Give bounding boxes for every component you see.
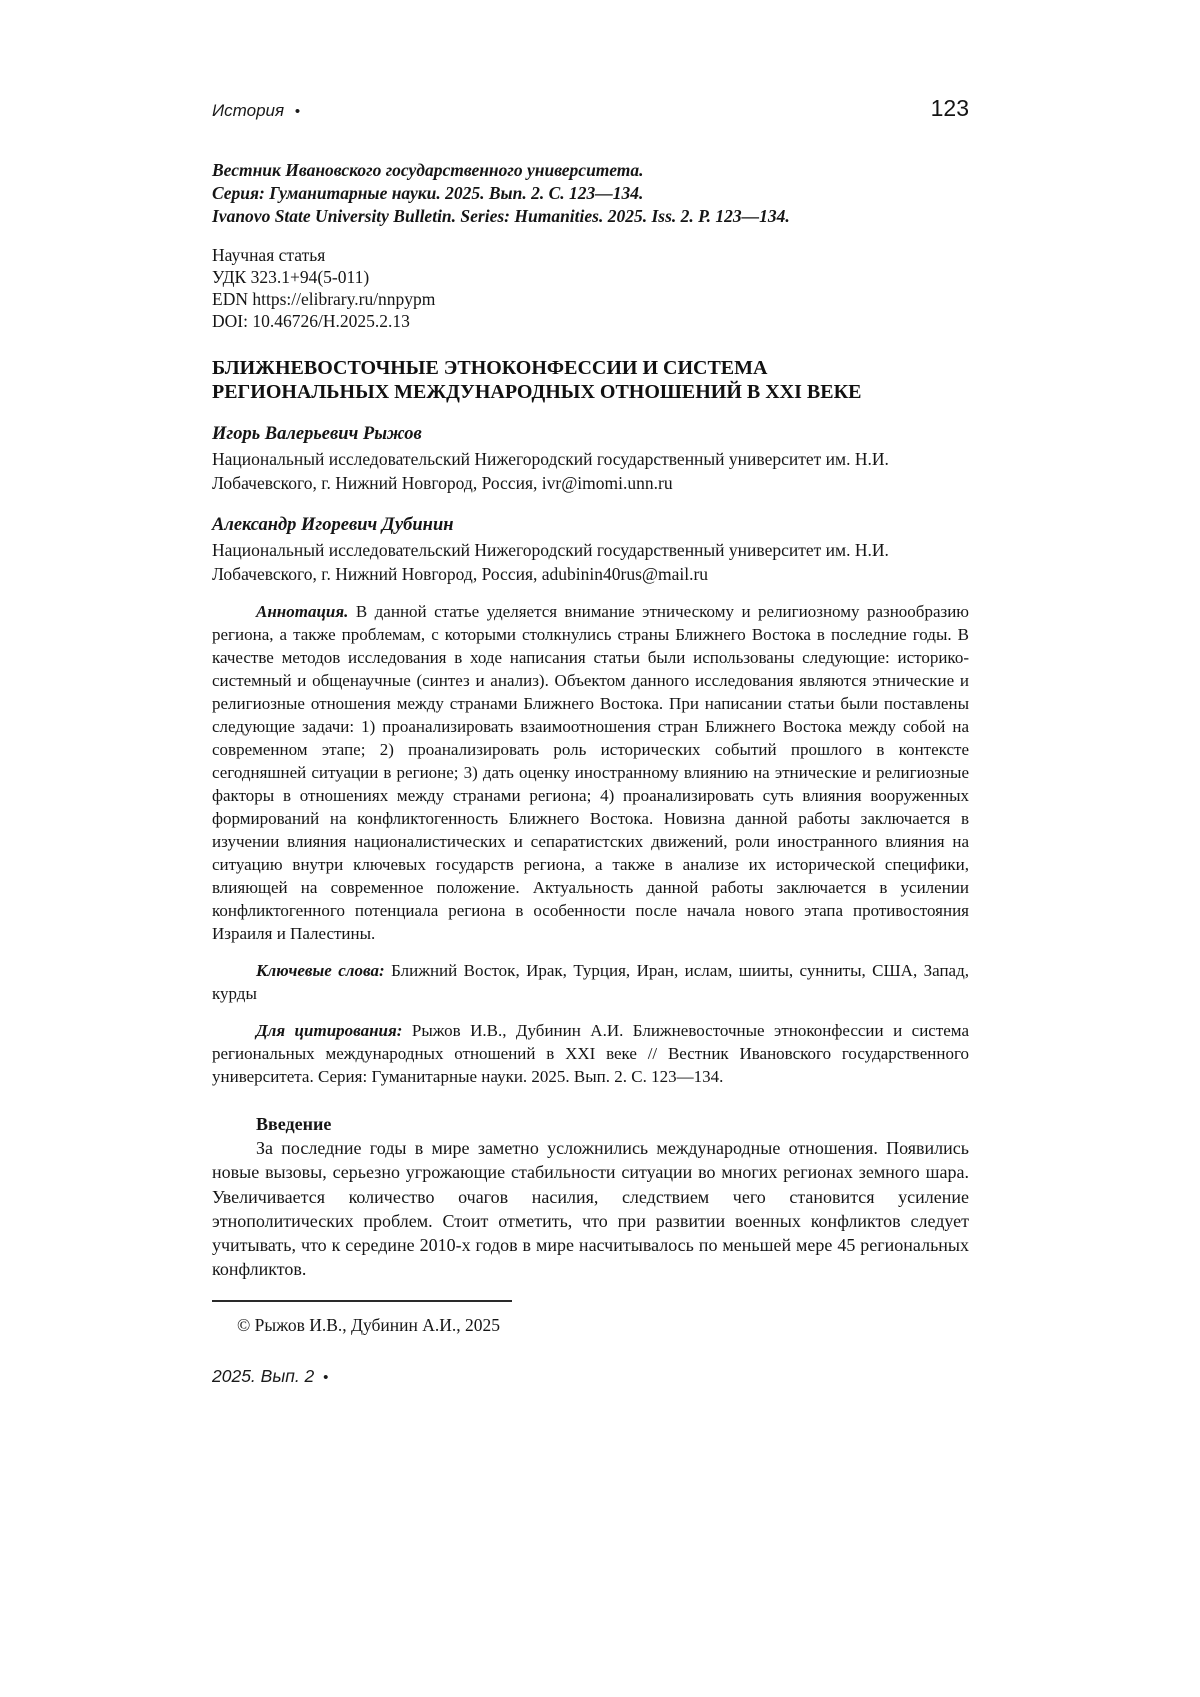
article-type: Научная статья: [212, 245, 326, 265]
edn-link: EDN https://elibrary.ru/nnpypm: [212, 289, 436, 309]
doi-code: DOI: 10.46726/H.2025.2.13: [212, 311, 410, 331]
author-affiliation: Национальный исследовательский Нижегородский государственный университет им. Н.И. Лобачевского, г. Нижний Новгород, Россия, adubinin40rus@mail.ru: [212, 540, 889, 584]
section-label-text: История: [212, 101, 285, 120]
citation: [212, 1019, 969, 1088]
author-block-1: [212, 421, 969, 495]
page-number: 123: [930, 95, 969, 121]
article-title-line-1: БЛИЖНЕВОСТОЧНЫЕ ЭТНОКОНФЕССИИ И СИСТЕМА: [212, 357, 768, 379]
article-meta-block: [212, 244, 969, 332]
introduction-heading: Введение: [256, 1114, 332, 1134]
bullet-icon: •: [323, 1368, 329, 1386]
author-name: Александр Игоревич Дубинин: [212, 515, 454, 535]
article-title-line-2: РЕГИОНАЛЬНЫХ МЕЖДУНАРОДНЫХ ОТНОШЕНИЙ В XXI ВЕКЕ: [212, 381, 862, 403]
author-block-2: [212, 512, 969, 586]
introduction-paragraph: За последние годы в мире заметно усложнились международные отношения. Появились новые вызовы, серьезно угрожающие стабильности ситуации во многих регионах земного шара. Увеличивается количество очагов насилия, следствием чего становится усиление этнополитических проблем. Стоит отметить, что при развитии военных конфликтов следует учитывать, что к середине 2010-х годов в мире насчитывалось по меньшей мере 45 региональных конфликтов.: [212, 1138, 969, 1280]
page-content: [212, 0, 969, 1387]
abstract-text: В данной статье уделяется внимание этническому и религиозному разнообразию региона, а также проблемам, с которыми столкнулись страны Ближнего Востока в последние годы. В качестве методов исследования в ходе написания статьи были использованы следующие: историко-системный и общенаучные (синтез и анализ). Объектом данного исследования являются этнические и религиозные отношения между странами Ближнего Востока. При написании статьи были поставлены следующие задачи: 1) проанализировать взаимоотношения стран Ближнего Востока между собой на современном этапе; 2) проанализировать роль исторических событий прошлого в контексте сегодняшней ситуации в регионе; 3) дать оценку иностранному влиянию на этнические и религиозные факторы в отношениях между странами региона; 4) проанализировать суть влияния вооруженных формирований на конфликтогенность Ближнего Востока. Новизна данной работы заключается в изучении влияния националистических и сепаратистских движений, роли иностранного влияния на ситуацию внутри ключевых государств региона, а также в анализе их исторической специфики, влияющей на современное положение. Актуальность данной работы заключается в усилении конфликтогенного потенциала региона в особенности после начала нового этапа противостояния Израиля и Палестины.: [212, 602, 970, 943]
article-title: [212, 356, 969, 404]
section-label: [212, 101, 300, 121]
journal-reference: [212, 159, 969, 228]
udc-code: УДК 323.1+94(5-011): [212, 267, 370, 287]
bullet-icon: •: [294, 103, 301, 120]
journal-ref-line-ru-1: Вестник Ивановского государственного университета.: [212, 160, 644, 180]
footer-issue-text: 2025. Вып. 2: [212, 1365, 315, 1386]
author-affiliation: Национальный исследовательский Нижегородский государственный университет им. Н.И. Лобачевского, г. Нижний Новгород, Россия, ivr@imomi.unn.ru: [212, 449, 889, 493]
journal-ref-line-en: Ivanovo State University Bulletin. Series: Humanities. 2025. Iss. 2. P. 123—134.: [212, 206, 790, 226]
author-name: Игорь Валерьевич Рыжов: [212, 424, 422, 444]
keywords: [212, 959, 969, 1005]
citation-label: Для цитирования:: [256, 1021, 403, 1040]
abstract: [212, 600, 969, 945]
journal-ref-line-ru-2: Серия: Гуманитарные науки. 2025. Вып. 2. С. 123—134.: [212, 183, 644, 203]
citation-text: Рыжов И.В., Дубинин А.И. Ближневосточные этноконфессии и система региональных международных отношений в XXI веке // Вестник Ивановского государственного университета. Серия: Гуманитарные науки. 2025. Вып. 2. С. 123—134.: [212, 1021, 969, 1086]
footer-issue: [212, 1366, 969, 1387]
running-header: [212, 95, 969, 122]
copyright-note: © Рыжов И.В., Дубинин А.И., 2025: [237, 1314, 500, 1335]
keywords-label: Ключевые слова:: [256, 961, 385, 980]
keywords-text: Ближний Восток, Ирак, Турция, Иран, ислам, шииты, сунниты, США, Запад, курды: [212, 961, 969, 1003]
abstract-label: Аннотация.: [256, 602, 349, 621]
footnote-divider: [212, 1300, 512, 1302]
